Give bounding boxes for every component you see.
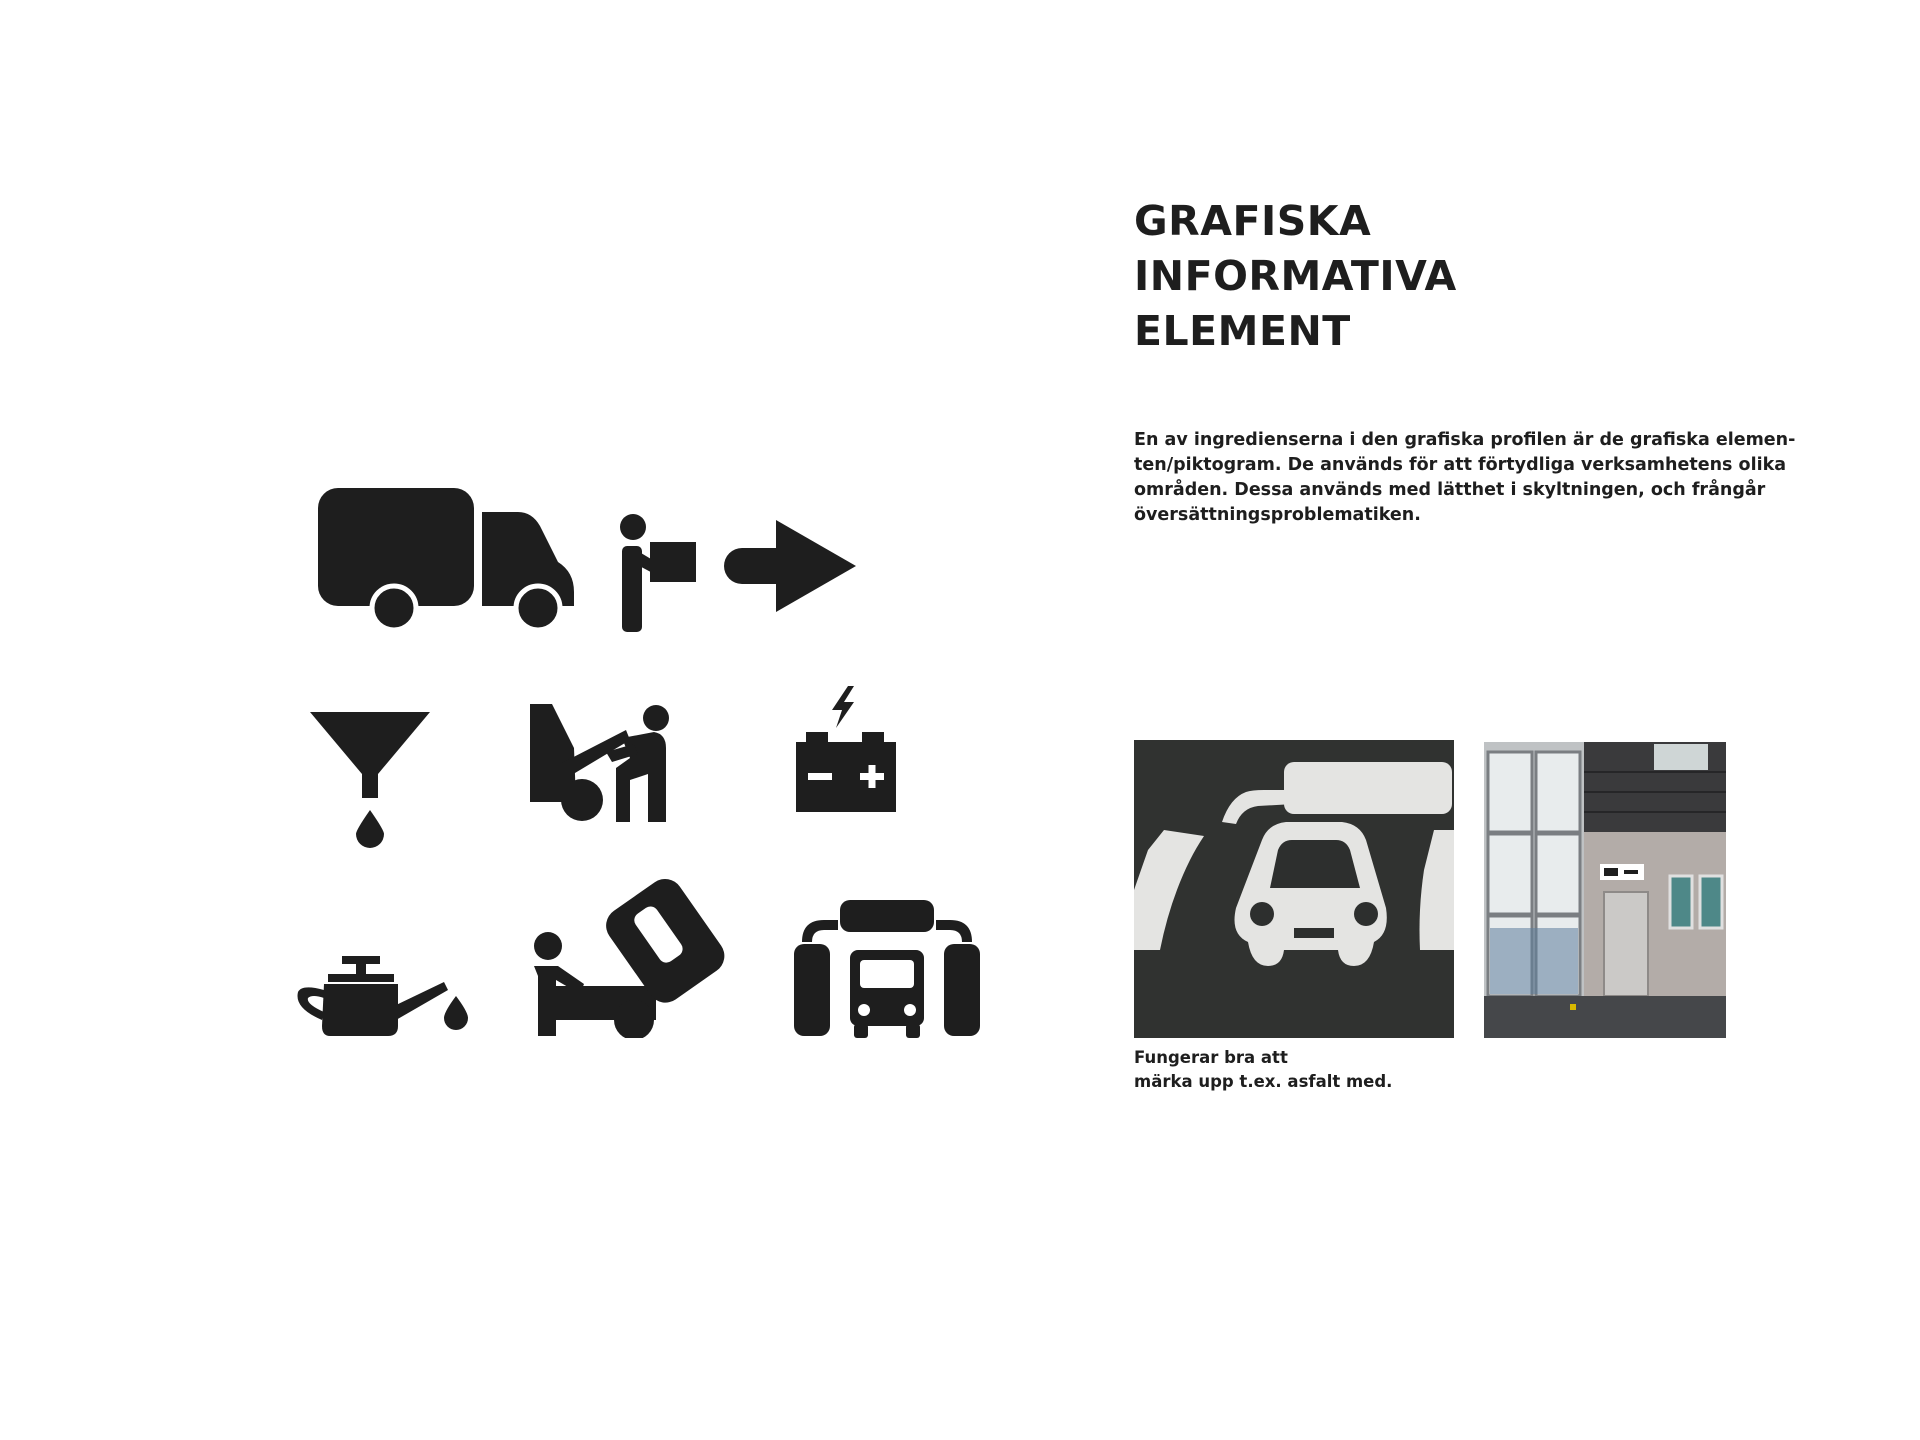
title-line: GRAFISKA bbox=[1134, 197, 1372, 245]
body-line: ten/piktogram. De används för att förtydliga verksamhetens olika bbox=[1134, 455, 1787, 475]
truck-tipping-cab-icon bbox=[530, 872, 726, 1038]
funnel-drop-icon bbox=[310, 712, 430, 848]
body-line: En av ingredienserna i den grafiska profilen är de grafiska elemen- bbox=[1134, 430, 1796, 450]
body-paragraph bbox=[1134, 428, 1854, 528]
arrow-right-icon bbox=[724, 520, 856, 612]
car-wash-icon bbox=[794, 900, 980, 1038]
battery-charge-icon bbox=[796, 686, 896, 812]
caption-line: märka upp t.ex. asfalt med. bbox=[1134, 1072, 1393, 1091]
body-line: översättningsproblematiken. bbox=[1134, 505, 1421, 525]
truck-icon bbox=[318, 488, 574, 630]
person-carrying-box-icon bbox=[614, 512, 696, 632]
caption-line: Fungerar bra att bbox=[1134, 1048, 1288, 1067]
title-line: ELEMENT bbox=[1134, 307, 1351, 355]
oil-can-icon bbox=[294, 956, 470, 1062]
page-title bbox=[1134, 194, 1694, 359]
title-line: INFORMATIVA bbox=[1134, 252, 1457, 300]
body-line: områden. Dessa används med lätthet i skyltningen, och frångår bbox=[1134, 480, 1766, 500]
building-sign-photo bbox=[1484, 742, 1726, 1038]
mechanic-at-car-hood-icon bbox=[530, 704, 670, 822]
asphalt-marking-photo bbox=[1134, 740, 1454, 1038]
photo-caption bbox=[1134, 1046, 1534, 1094]
